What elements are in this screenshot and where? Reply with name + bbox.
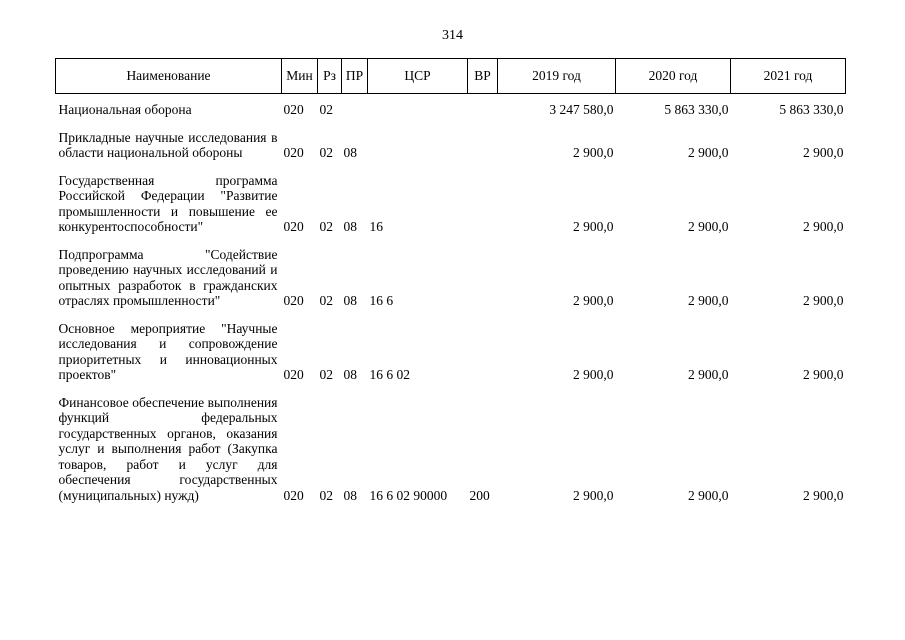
column-header-min: Мин — [282, 59, 318, 94]
row-rz: 02 — [319, 293, 333, 308]
row-pr — [342, 94, 368, 118]
column-header-vr: ВР — [468, 59, 498, 94]
row-vr: 200 — [469, 487, 490, 503]
row-2019: 2 900,0 — [573, 293, 614, 308]
row-2021: 2 900,0 — [803, 293, 844, 308]
row-pr: 08 — [343, 367, 357, 382]
row-vr — [468, 235, 498, 309]
row-2019: 2 900,0 — [573, 487, 614, 503]
row-min: 020 — [283, 367, 304, 382]
row-2020: 2 900,0 — [688, 145, 729, 160]
column-header-name: Наименование — [56, 59, 282, 94]
row-csr — [368, 94, 468, 118]
row-2021: 2 900,0 — [803, 145, 844, 160]
row-min: 020 — [283, 219, 304, 234]
row-pr: 08 — [343, 293, 357, 308]
row-pr: 08 — [343, 487, 357, 503]
table-row — [56, 383, 846, 504]
row-min: 020 — [283, 487, 304, 503]
row-2019: 3 247 580,0 — [549, 102, 614, 117]
table-row — [56, 235, 846, 309]
column-header-pr: ПР — [342, 59, 368, 94]
row-vr — [468, 94, 498, 118]
row-min: 020 — [283, 145, 304, 160]
column-header-2019: 2019 год — [498, 59, 616, 94]
row-rz: 02 — [319, 487, 333, 503]
table-header-row — [56, 59, 846, 94]
row-2021: 5 863 330,0 — [779, 102, 844, 117]
row-2020: 2 900,0 — [688, 367, 729, 382]
budget-table — [55, 58, 846, 503]
row-name: Государственная программа Российской Федерации "Развитие промышленности и повышение ее конкурентоспособности" — [58, 172, 278, 234]
row-vr — [468, 118, 498, 161]
row-csr: 16 6 02 90000 — [369, 487, 448, 503]
table-row — [56, 118, 846, 161]
row-2020: 5 863 330,0 — [664, 102, 729, 117]
row-csr: 16 — [369, 219, 383, 234]
row-2019: 2 900,0 — [573, 367, 614, 382]
row-rz: 02 — [319, 219, 333, 234]
column-header-2020: 2020 год — [616, 59, 731, 94]
row-name: Финансовое обеспечение выполнения функций федеральных государственных органов, оказания услуг и выполнения работ (Закупка товаров, работ и услуг для обеспечения государственных (муниципальных) нужд) — [58, 394, 278, 503]
page-number: 314 — [442, 28, 463, 43]
table-row — [56, 161, 846, 235]
column-header-rz: Рз — [318, 59, 342, 94]
row-rz: 02 — [319, 145, 333, 160]
row-name: Основное мероприятие "Научные исследования и сопровождение приоритетных и инновационных проектов" — [58, 320, 278, 382]
row-csr: 16 6 — [369, 293, 394, 308]
row-2019: 2 900,0 — [573, 219, 614, 234]
row-name: Национальная оборона — [58, 102, 192, 117]
row-2021: 2 900,0 — [803, 487, 844, 503]
row-2021: 2 900,0 — [803, 367, 844, 382]
row-name: Прикладные научные исследования в области национальной обороны — [58, 129, 278, 160]
column-header-csr: ЦСР — [368, 59, 468, 94]
row-pr: 08 — [343, 219, 357, 234]
row-2020: 2 900,0 — [688, 487, 729, 503]
row-vr — [468, 161, 498, 235]
table-row — [56, 94, 846, 118]
column-header-2021: 2021 год — [731, 59, 846, 94]
row-vr — [468, 309, 498, 383]
row-2020: 2 900,0 — [688, 219, 729, 234]
row-min: 020 — [283, 102, 304, 117]
row-2020: 2 900,0 — [688, 293, 729, 308]
row-csr: 16 6 02 — [369, 367, 410, 382]
row-pr: 08 — [343, 145, 357, 160]
table-row — [56, 309, 846, 383]
row-min: 020 — [283, 293, 304, 308]
row-rz: 02 — [319, 102, 333, 117]
row-name: Подпрограмма "Содействие проведению научных исследований и опытных разработок в гражданских отраслях промышленности" — [58, 246, 278, 308]
row-csr — [368, 118, 468, 161]
row-2021: 2 900,0 — [803, 219, 844, 234]
row-rz: 02 — [319, 367, 333, 382]
row-2019: 2 900,0 — [573, 145, 614, 160]
